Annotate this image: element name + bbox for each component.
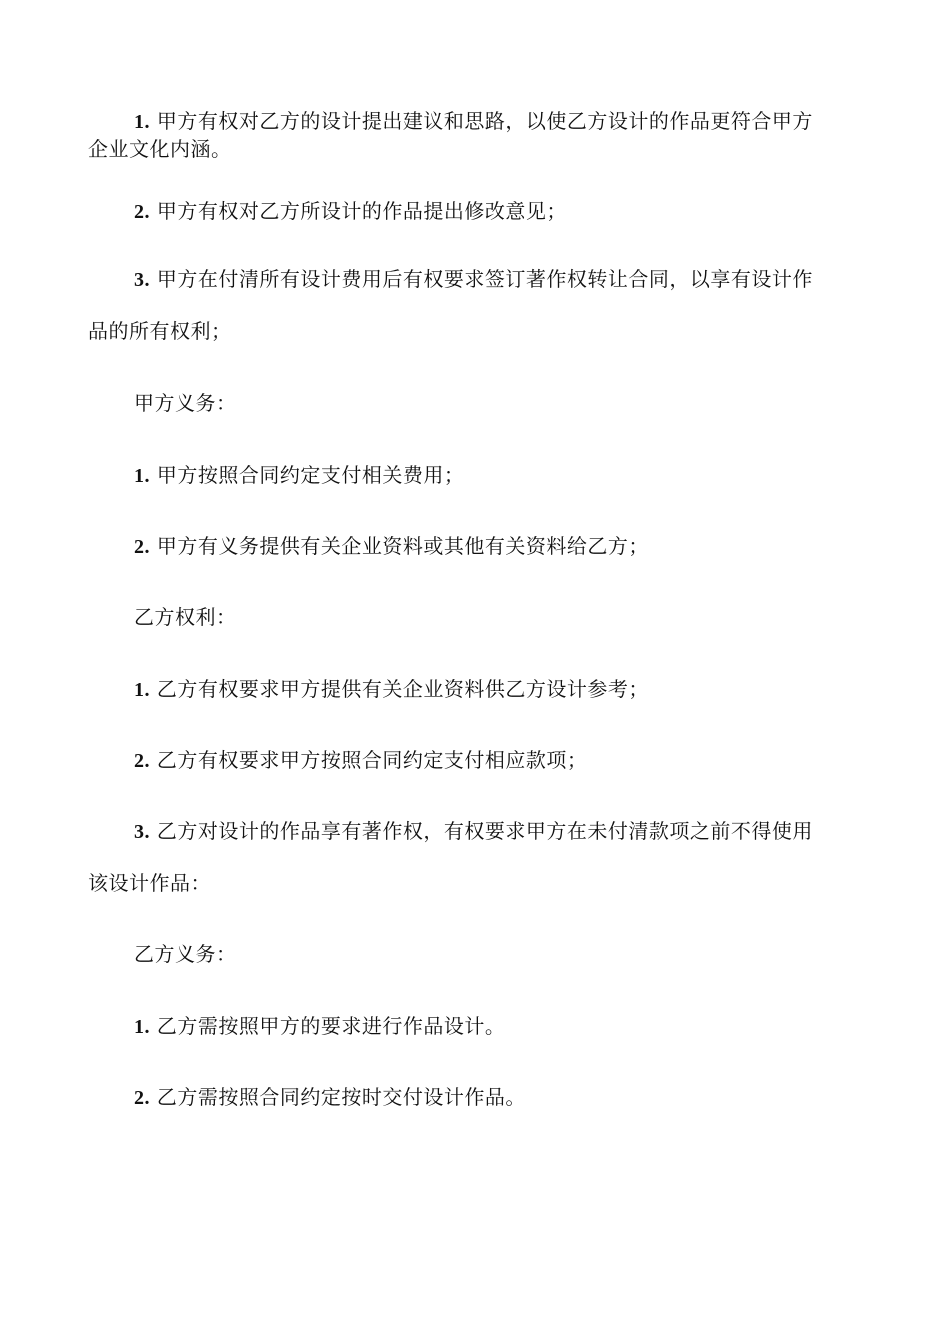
paragraph-text: 甲方按照合同约定支付相关费用； xyxy=(156,463,465,487)
paragraph-yi-right-2 xyxy=(88,747,868,775)
paragraph-text: 乙方对设计的作品享有著作权，有权要求甲方在未付清款项之前不得使用 xyxy=(156,819,813,843)
item-number: 2. xyxy=(134,536,150,558)
paragraph-text: 乙方有权要求甲方按照合同约定支付相应款项； xyxy=(156,748,588,772)
paragraph-text: 乙方有权要求甲方提供有关企业资料供乙方设计参考； xyxy=(156,677,649,701)
heading-jia-obligations xyxy=(88,390,868,417)
item-number: 3. xyxy=(134,269,150,291)
item-number: 2. xyxy=(134,201,150,223)
paragraph-jia-duty-2 xyxy=(88,533,868,561)
paragraph-text: 乙方需按照合同约定按时交付设计作品。 xyxy=(156,1085,526,1109)
paragraph-jia-duty-1 xyxy=(88,462,868,490)
paragraph-text: 乙方需按照甲方的要求进行作品设计。 xyxy=(156,1014,506,1038)
item-number: 3. xyxy=(134,821,150,843)
section-heading: 乙方义务： xyxy=(134,942,237,966)
paragraph-text-continued: 该设计作品： xyxy=(88,871,211,895)
section-heading: 乙方权利： xyxy=(134,605,237,629)
paragraph-jia-right-3 xyxy=(88,266,868,345)
item-number: 1. xyxy=(134,1016,150,1038)
paragraph-yi-duty-2 xyxy=(88,1084,868,1112)
item-number: 2. xyxy=(134,1087,150,1109)
section-heading: 甲方义务： xyxy=(134,391,237,415)
paragraph-text-continued: 企业文化内涵。 xyxy=(88,137,232,161)
paragraph-yi-right-1 xyxy=(88,676,868,704)
heading-yi-obligations xyxy=(88,941,868,968)
heading-yi-rights xyxy=(88,604,868,631)
paragraph-yi-right-3 xyxy=(88,818,868,897)
item-number: 1. xyxy=(134,679,150,701)
item-number: 2. xyxy=(134,750,150,772)
item-number: 1. xyxy=(134,111,150,133)
paragraph-text: 甲方有权对乙方的设计提出建议和思路，以使乙方设计的作品更符合甲方 xyxy=(156,109,813,133)
paragraph-jia-right-2 xyxy=(88,198,868,226)
paragraph-jia-right-1 xyxy=(88,108,868,163)
paragraph-text: 甲方有权对乙方所设计的作品提出修改意见； xyxy=(156,199,567,223)
paragraph-text: 甲方在付清所有设计费用后有权要求签订著作权转让合同，以享有设计作 xyxy=(156,267,813,291)
paragraph-text: 甲方有义务提供有关企业资料或其他有关资料给乙方； xyxy=(156,534,649,558)
paragraph-yi-duty-1 xyxy=(88,1013,868,1041)
paragraph-text-continued: 品的所有权利； xyxy=(88,319,232,343)
item-number: 1. xyxy=(134,465,150,487)
